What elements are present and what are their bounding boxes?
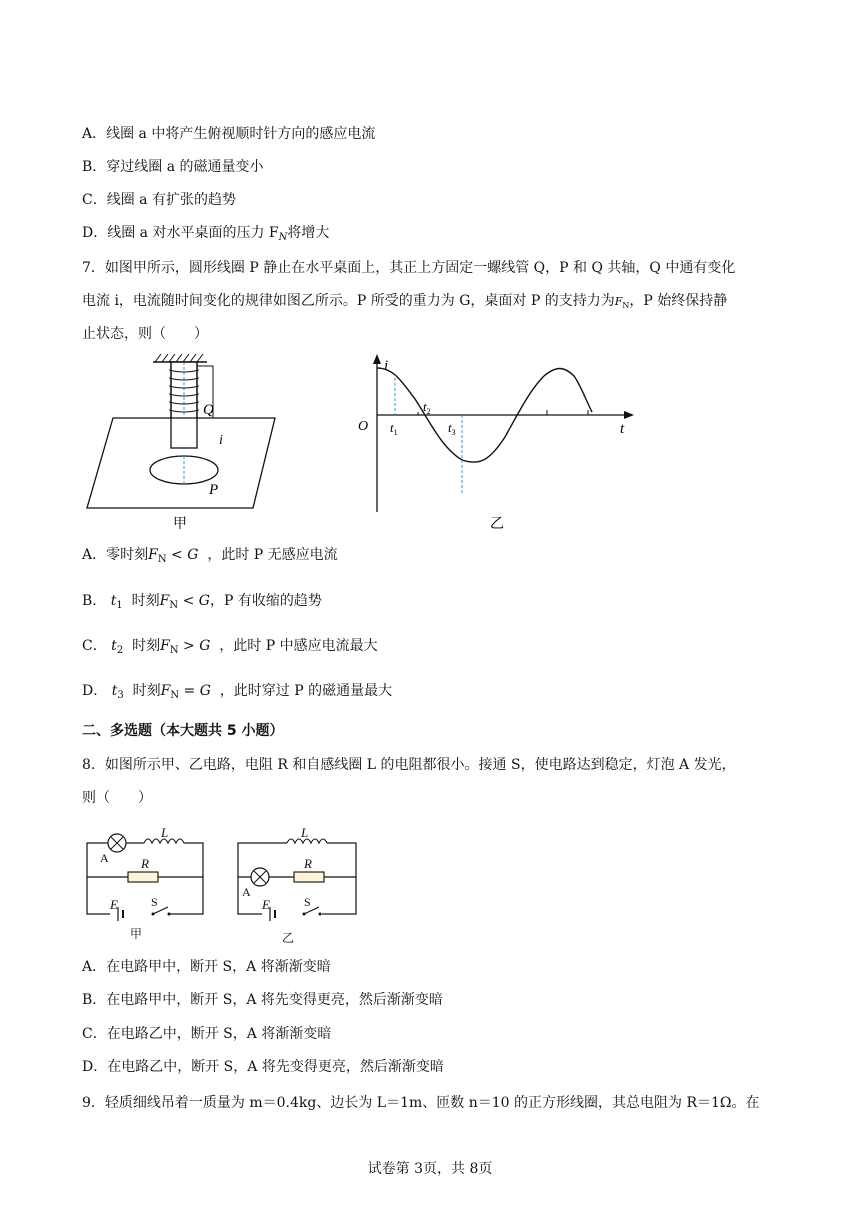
q7-b-mid: 时刻 xyxy=(131,593,160,609)
q6-option-b: B．穿过线圈 a 的磁通量变小 xyxy=(82,159,264,175)
q7-option-b xyxy=(82,591,322,616)
q7-d-t: t xyxy=(111,683,118,699)
q7-c-end: ，此时 P 中感应电流最大 xyxy=(219,638,378,654)
q7-b-op: < G xyxy=(178,593,210,609)
q7-c-t: t xyxy=(111,638,117,654)
q7-c-op: > G xyxy=(178,638,211,654)
q9-stem-line1: 9．轻质细线吊着一质量为 m＝0.4kg、边长为 L＝1m、匝数 n＝10 的正方形线圈，其总电阻为 R＝1Ω。在 xyxy=(82,1095,760,1111)
q6-d-text: D．线圈 a 对水平桌面的压力 F xyxy=(82,225,279,241)
yi-E-label: E xyxy=(262,897,270,912)
yi-S-label: S xyxy=(304,895,311,909)
q8-option-c: C．在电路乙中，断开 S，A 将渐渐变暗 xyxy=(82,1026,332,1042)
jia-R-label: R xyxy=(141,856,149,871)
q7-stem-line3: 止状态，则（ ） xyxy=(82,326,208,342)
q7-figure-yi xyxy=(350,352,640,534)
jia-S-label: S xyxy=(151,895,158,909)
q7-jia-p-label: P xyxy=(209,482,219,498)
section-heading: 二、多选题（本大题共 5 小题） xyxy=(82,723,284,739)
q7-option-c xyxy=(82,636,378,661)
q7-a-fn: F xyxy=(148,547,158,563)
q8-option-a: A．在电路甲中，断开 S，A 将渐渐变暗 xyxy=(82,959,331,975)
yi-resistor-icon xyxy=(294,872,324,882)
q7-yi-t2: $t_2$ xyxy=(423,399,431,416)
q7-b-pre: B． xyxy=(82,593,107,609)
q7-c-mid: 时刻 xyxy=(132,638,161,654)
q7-yi-origin: O xyxy=(358,419,369,434)
q7-stem-line1: 7．如图甲所示，圆形线圈 P 静止在水平桌面上，其正上方固定一螺线管 Q，P 和 Q 共轴，Q 中通有变化 xyxy=(82,260,736,276)
q7-c-ts: 2 xyxy=(116,645,124,656)
q7-jia-i-label: i xyxy=(219,433,223,448)
yi-A-label: A xyxy=(242,885,251,899)
q7-stem-line2 xyxy=(82,291,727,316)
q7-b-end: ，P 有收缩的趋势 xyxy=(209,593,322,609)
q7-line2-end: ，P 始终保持静 xyxy=(629,293,728,309)
yi-R-label: R xyxy=(304,856,312,871)
yi-L-label: L xyxy=(301,825,309,840)
q8-stem-line1: 8．如图所示甲、乙电路，电阻 R 和自感线圈 L 的电阻都很小。接通 S，使电路达到稳定，灯泡 A 发光， xyxy=(82,757,736,773)
q7-a-text: A．零时刻 xyxy=(82,547,149,563)
q8-option-d: D．在电路乙中，断开 S，A 将先变得更亮，然后渐渐变暗 xyxy=(82,1059,444,1075)
q7-c-fn: F xyxy=(160,638,170,654)
q7-c-fn-sub: N xyxy=(169,645,179,656)
q8-circuit-figure xyxy=(82,818,372,948)
q6-option-a: A．线圈 a 中将产生俯视顺时针方向的感应电流 xyxy=(82,126,376,142)
q7-jia-q-label: Q xyxy=(203,402,214,418)
q7-d-ts: 3 xyxy=(117,690,124,701)
q7-line2-fn-sub: N xyxy=(622,301,630,310)
q7-a-end: ，此时 P 无感应电流 xyxy=(207,547,338,563)
q7-b-fn: F xyxy=(159,593,170,609)
q7-b-fn-sub: N xyxy=(169,600,179,611)
jia-caption: 甲 xyxy=(130,927,143,941)
q6-d-sub: N xyxy=(278,232,288,243)
q7-a-fn-sub: N xyxy=(157,554,167,565)
yi-caption: 乙 xyxy=(282,931,295,945)
q7-yi-t3: $t_3$ xyxy=(448,420,456,437)
q7-yi-i-axis: i xyxy=(384,358,389,374)
q8-option-b: B．在电路甲中，断开 S，A 将先变得更亮，然后渐渐变暗 xyxy=(82,992,443,1008)
q7-d-fn-sub: N xyxy=(170,690,180,701)
q7-yi-t1: $t_1$ xyxy=(390,420,398,437)
q7-jia-caption: 甲 xyxy=(173,516,187,532)
q7-d-fn: F xyxy=(160,683,171,699)
jia-L-label: L xyxy=(161,825,169,840)
q7-yi-t-axis: t xyxy=(620,421,625,437)
q7-d-op: = G xyxy=(179,683,211,699)
q7-yi-caption: 乙 xyxy=(490,516,504,532)
q7-option-d xyxy=(82,681,392,706)
q7-d-pre: D． xyxy=(82,683,108,699)
jia-resistor-icon xyxy=(128,872,158,882)
q6-d-post: 将增大 xyxy=(287,225,330,241)
q7-figure-jia xyxy=(85,352,285,532)
q7-a-op: < G xyxy=(166,547,199,563)
q7-b-t: t xyxy=(110,593,117,609)
page-footer: 试卷第 3页，共 8页 xyxy=(367,1161,493,1177)
q7-option-a xyxy=(82,545,338,570)
q8-stem-line2: 则（ ） xyxy=(82,790,152,806)
q6-option-c: C．线圈 a 有扩张的趋势 xyxy=(82,192,236,208)
q7-d-mid: 时刻 xyxy=(132,683,161,699)
q7-c-pre: C． xyxy=(82,638,107,654)
q7-line2-fn: F xyxy=(614,295,623,308)
jia-A-label: A xyxy=(100,851,109,865)
q6-option-d xyxy=(82,223,329,248)
q7-b-ts: 1 xyxy=(116,600,123,611)
q7-d-end: ，此时穿过 P 的磁通量最大 xyxy=(219,683,393,699)
q7-line2-text: 电流 i，电流随时间变化的规律如图乙所示。P 所受的重力为 G，桌面对 P 的支持力为 xyxy=(82,293,615,309)
jia-E-label: E xyxy=(110,897,118,912)
